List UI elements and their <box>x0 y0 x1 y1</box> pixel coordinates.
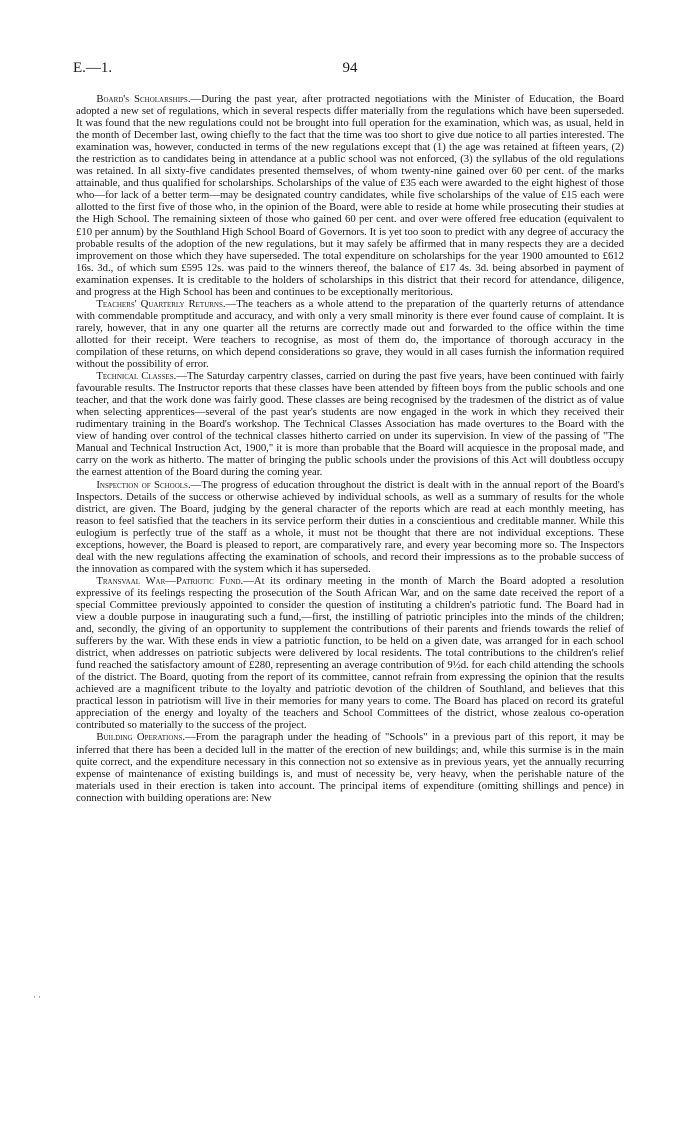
paragraph-heading: Transvaal War—Patriotic Fund. <box>96 574 244 587</box>
paragraph-text: —From the paragraph under the heading of "Schools" in a previous part of this report, it may be inferred that there has been a decided lull in the matter of the erection of new buildings; and, while this surmise is in the main quite correct, and the expenditure necessary in this connection not so extensive as in previous years, yet the annually recurring expense of maintenance of existing buildings is, and must of necessity be, very heavy, when the perishable nature of the materials used in their erection is taken into account. The principal items of expenditure (omitting shillings and pence) in connection with building operations are: New <box>76 731 625 804</box>
paragraph-text: —At its ordinary meeting in the month of March the Board adopted a resolution expressive of its feelings respecting the prosecution of the South African War, and on the same date received the report of a special Committee previously appointed to consider the question of instituting a children's patriotic fund. The Board had in view a double purpose in inaugurating such a fund,—first, the instilling of patriotic principles into the minds of the children; and, secondly, the giving of an opportunity to supplement the contributions of their parents and friends towards the relief of sufferers by the war. With these ends in view a patriotic function, to be held on a given date, was arranged for in each school district, when addresses on patriotic subjects were delivered by local residents. The total contributions to the children's relief fund reached the satisfactory amount of £280, representing an average contribution of 9½d. for each child attending the schools of the district. The Board, quoting from the report of its committee, cannot refrain from expressing the opinion that the results achieved are a magnificent tribute to the loyalty and patriotic devotion of the children of Southland, and believes that this practical lesson in patriotism will live in their memories for many years to come. The Board has placed on record its grateful appreciation of the energy and loyalty of the teachers and School Committees of the district, whose zealous co-operation contributed so materially to the success of the project. <box>76 574 624 732</box>
paragraph-technical-classes <box>76 370 624 478</box>
paragraph-text: —The teachers as a whole attend to the preparation of the quarterly returns of attendance with commendable promptitude and accuracy, and with only a very small minority is there ever found cause of complaint. It is rarely, however, that in any one quarter all the returns are correctly made out and forwarded to the office within the time allotted for their receipt. Were teachers to recognise, as most of them do, the importance of thorough accuracy in the compilation of these returns, on which depend considerations so grave, they would in all cases furnish the information required without the possibility of error. <box>76 297 624 371</box>
paragraph-heading: Teachers' Quarterly Returns. <box>96 297 226 310</box>
paragraph-heading: Building Operations. <box>96 731 186 744</box>
paragraph-text: —The Saturday carpentry classes, carried on during the past five years, have been continued with fairly favourable results. The Instructor reports that these classes have been attended by fifteen boys from the public schools and one teacher, and that the work done was fairly good. These classes are being recognised by the tradesmen of the district as of value when selecting apprentices—several of the past year's students are now engaged in the work in which they received their rudimentary training in the Board's workshop. The Technical Classes Association has made overtures to the Board with the view of handing over control of the technical classes hitherto carried on under its supervision. In view of the passing of "The Manual and Technical Instruction Act, 1900," it is more than probable that the Board will acquiesce in the proposal made, and carry on the work as hitherto. The matter of bringing the public schools under the provisions of this Act will doubtless occupy the earnest attention of the Board during the coming year. <box>76 370 624 479</box>
page-header <box>73 60 627 80</box>
paragraph-teachers-quarterly-returns <box>76 298 624 370</box>
paragraph-heading: Board's Scholarships. <box>96 93 191 105</box>
document-reference: E.—1. <box>73 60 113 76</box>
paragraph-inspection-of-schools <box>76 479 624 575</box>
paragraph-heading: Technical Classes. <box>96 370 177 383</box>
report-body <box>76 93 624 804</box>
page-number: 94 <box>342 60 358 76</box>
paragraph-boards-scholarships <box>76 93 624 298</box>
paragraph-text: —The progress of education throughout the district is dealt with in the annual report of the Board's Inspectors. Details of the success or otherwise achieved by individual schools, as well as a summary of results for the whole district, are given. The Board, judging by the general character of the reports which are read at each monthly meeting, has reason to feel satisfied that the teachers in its service perform their duties in a conscientious and creditable manner. While this eulogium is perfectly true of the staff as a whole, it must not be thought that there are not individual exceptions. These exceptions, however, the Board is pleased to report, are comparatively rare, and every year becoming more so. The Inspectors deal with the new regulations affecting the examination of schools, and record their impressions as to the probable success of the innovation as compared with the system which it has superseded. <box>76 478 624 575</box>
paragraph-transvaal-war-patriotic-fund <box>76 575 624 732</box>
paragraph-heading: Inspection of Schools. <box>96 478 191 491</box>
margin-scan-mark: ·· <box>33 992 43 1002</box>
paragraph-text: —During the past year, after protracted negotiations with the Minister of Education, the Board adopted a new set of regulations, which in several respects differ materially from the regulations which have been superseded. It was found that the new regulations could not be brought into full operation for the examination, which was, as usual, held in the month of December last, owing chiefly to the fact that the time was too short to give due notice to all parties interested. The examination was, however, conducted in terms of the new regulations except that (1) the age was retained at fifteen years, (2) the restriction as to candidates being in attendance at a public school was not enforced, (3) the syllabus of the old regulations was retained. In all sixty-five candidates presented themselves, of whom twenty-nine gained over 60 per cent. of the marks attainable, and thus qualified for scholarships. Scholarships of the value of £35 each were awarded to the eight highest of those who—for lack of a better term—may be designated country candidates, while five scholarships of the value of £15 each were allotted to the first five of those who, in the opinion of the Board, were able to reside at home while prosecuting their studies at the High School. The remaining sixteen of those who gained 60 per cent. and over were offered free education (equivalent to £10 per annum) by the Southland High School Board of Governors. It is yet too soon to predict with any degree of accuracy the probable results of the adoption of the new regulations, but it may safely be affirmed that in many respects they are a decided improvement on those which they have superseded. The total expenditure on scholarships for the year 1900 amounted to £612 16s. 3d., of which sum £595 12s. was paid to the winners thereof, the balance of £17 4s. 3d. being absorbed in payment of examination expenses. It is creditable to the holders of scholarships in this district that their record for attendance, diligence, and progress at the High School has been and continues to be exceptionally meritorious. <box>76 93 624 298</box>
paragraph-building-operations <box>76 731 624 803</box>
